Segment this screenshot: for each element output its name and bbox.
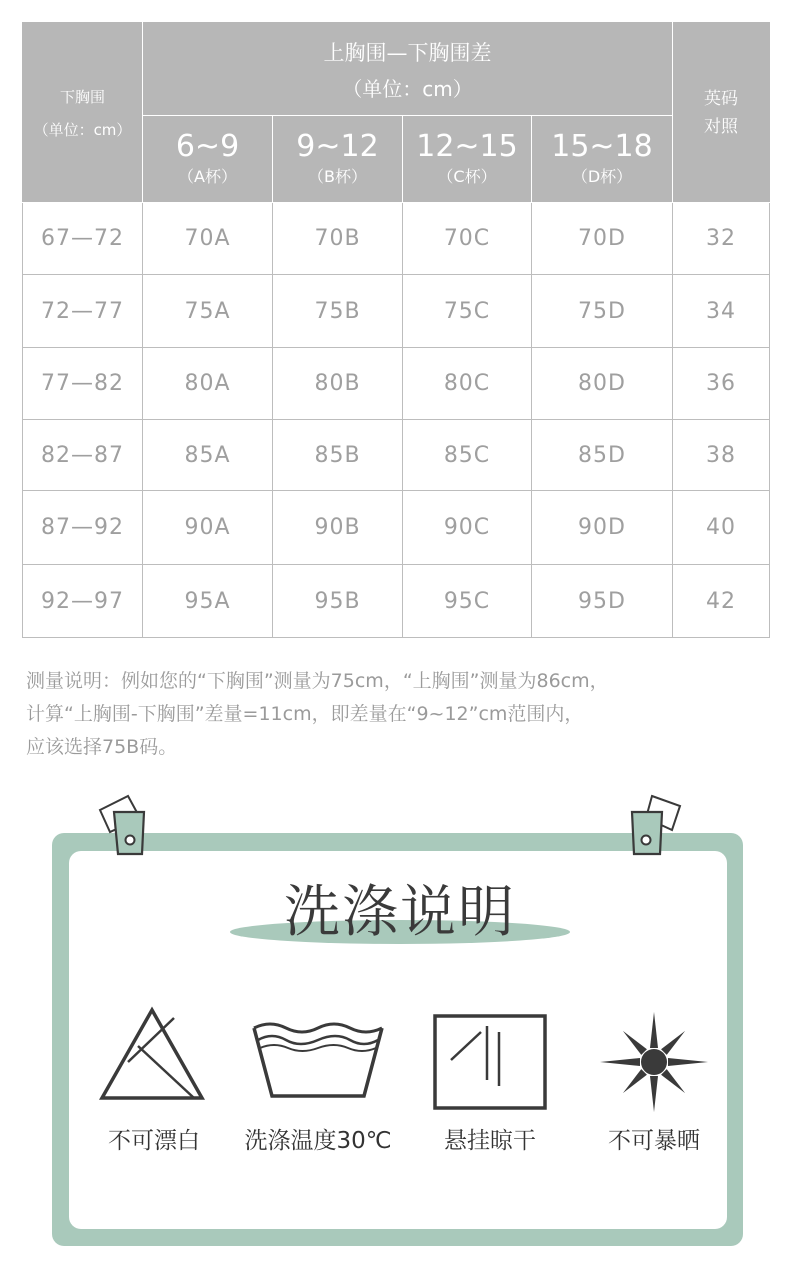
table-row (23, 275, 770, 348)
cup-range: 12~15 (416, 128, 518, 164)
size-chart-table (22, 22, 770, 638)
cup-label: （A杯） (178, 166, 237, 186)
cell-size-a: 85A (143, 420, 273, 491)
cell-size-b: 80B (273, 348, 403, 420)
cell-size-a: 95A (143, 565, 273, 638)
cup-range: 6~9 (175, 128, 240, 164)
cup-range: 15~18 (551, 128, 653, 164)
cell-size-b: 90B (273, 491, 403, 565)
cell-size-d: 95D (532, 565, 673, 638)
cell-size-c: 85C (403, 420, 532, 491)
cell-under-bust: 77—82 (23, 348, 143, 420)
header-cup-a (143, 116, 273, 203)
cell-size-a: 70A (143, 203, 273, 275)
no-bleach-icon (98, 1006, 208, 1102)
cup-label: （C杯） (437, 166, 497, 186)
cell-size-c: 90C (403, 491, 532, 565)
care-title: 洗涤说明 (284, 880, 516, 945)
cell-size-b: 85B (273, 420, 403, 491)
cell-size-d: 90D (532, 491, 673, 565)
header-under-bust-unit: （单位：cm） (33, 120, 132, 139)
cell-uk-size: 34 (673, 275, 770, 348)
hang-dry-icon (433, 1014, 547, 1110)
table-row (23, 491, 770, 565)
header-uk-size (673, 23, 770, 203)
cell-size-d: 85D (532, 420, 673, 491)
cell-size-a: 80A (143, 348, 273, 420)
cell-size-c: 70C (403, 203, 532, 275)
care-title-block (230, 878, 570, 958)
cell-uk-size: 38 (673, 420, 770, 491)
care-label-hang-dry: 悬挂晾干 (444, 1128, 536, 1154)
table-row (23, 203, 770, 275)
measurement-note (26, 665, 776, 764)
header-cup-d (532, 116, 673, 203)
cup-label: （D杯） (571, 166, 633, 186)
cell-under-bust: 67—72 (23, 203, 143, 275)
note-line: 计算“上胸围-下胸围”差量=11cm，即差量在“9~12”cm范围内， (26, 703, 584, 725)
header-cup-b (273, 116, 403, 203)
cell-size-c: 95C (403, 565, 532, 638)
cell-under-bust: 72—77 (23, 275, 143, 348)
header-cup-c (403, 116, 532, 203)
table-row (23, 420, 770, 491)
care-label-wash-temp: 洗涤温度30℃ (244, 1128, 392, 1154)
left-clip-icon (96, 792, 156, 860)
table-row (23, 348, 770, 420)
cell-size-a: 90A (143, 491, 273, 565)
note-line: 测量说明：例如您的“下胸围”测量为75cm，“上胸围”测量为86cm， (26, 670, 609, 692)
cell-size-b: 75B (273, 275, 403, 348)
cup-label: （B杯） (308, 166, 367, 186)
cell-size-b: 95B (273, 565, 403, 638)
header-uk-line1: 英码 (704, 88, 738, 109)
wash-30-icon (248, 1018, 388, 1102)
cell-size-d: 80D (532, 348, 673, 420)
header-under-bust (23, 23, 143, 203)
table-row (23, 565, 770, 638)
cup-range: 9~12 (296, 128, 379, 164)
header-bust-difference (143, 23, 673, 116)
cell-size-b: 70B (273, 203, 403, 275)
cell-size-c: 75C (403, 275, 532, 348)
cell-size-d: 70D (532, 203, 673, 275)
cell-size-d: 75D (532, 275, 673, 348)
cell-size-a: 75A (143, 275, 273, 348)
header-diff-label: 上胸围—下胸围差 (323, 40, 492, 65)
no-sun-icon (598, 1010, 710, 1114)
care-label-no-sun: 不可暴晒 (608, 1128, 700, 1154)
cell-uk-size: 32 (673, 203, 770, 275)
note-line: 应该选择75B码。 (26, 736, 178, 758)
cell-under-bust: 82—87 (23, 420, 143, 491)
header-diff-unit: （单位：cm） (342, 76, 473, 101)
header-under-bust-label: 下胸围 (59, 87, 105, 106)
cell-uk-size: 42 (673, 565, 770, 638)
cell-under-bust: 87—92 (23, 491, 143, 565)
cell-uk-size: 36 (673, 348, 770, 420)
header-uk-line2: 对照 (704, 116, 738, 137)
cell-size-c: 80C (403, 348, 532, 420)
cell-under-bust: 92—97 (23, 565, 143, 638)
cell-uk-size: 40 (673, 491, 770, 565)
care-label-no-bleach: 不可漂白 (108, 1128, 200, 1154)
right-clip-icon (626, 792, 686, 860)
